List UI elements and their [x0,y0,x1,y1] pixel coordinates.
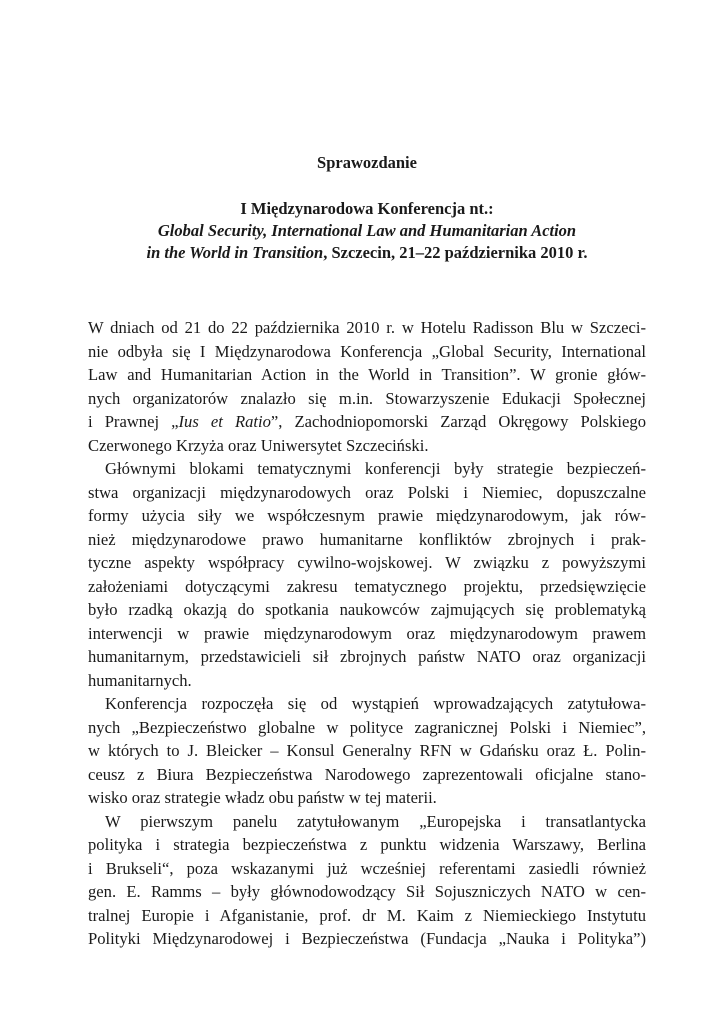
report-label: Sprawozdanie [317,153,417,172]
paragraph-line: W dniach od 21 do 22 października 2010 r. w Hotelu Radisson Blu w Szczeci- [88,318,646,337]
paragraph-line: nych „Bezpieczeństwo globalne w polityce zagranicznej Polski i Niemiec”, [88,717,646,737]
paragraph-line: nie odbyła się I Międzynarodowa Konferencja „Global Security, International [88,341,646,361]
paragraph-line: formy użycia siły we współczesnym prawie międzynarodowym, jak rów- [88,506,646,525]
title-line-3 [88,242,646,264]
paragraph-line: było rzadką okazją do spotkania naukowców zajmujących się problematyką [88,600,646,619]
paragraph-line: i Brukseli“, poza wskazanymi już wcześniej referentami zasiedli również [88,858,646,878]
paragraph-line: Głównymi blokami tematycznymi konferencji były strategie bezpieczeń- [105,459,646,478]
paragraph-line: humanitarnych. [88,670,192,690]
line-segment: ”, Zachodniopomorski Zarząd Okręgowy Polskiego [270,412,646,431]
paragraph-line: nież międzynarodowe prawo humanitarne konfliktów zbrojnych i prak- [88,529,646,549]
title-line-1: I Międzynarodowa Konferencja nt.: [240,199,494,218]
paragraph-line: wisko oraz strategie władz obu państw w tej materii. [88,788,437,807]
paragraph-line: ceusz z Biura Bezpieczeństwa Narodowego zaprezentowali oficjalne stano- [88,764,646,784]
paragraph-line [88,410,646,434]
paragraph-line: założeniami dotyczącymi zakresu tematycznego projektu, przedsięwzięcie [88,576,646,596]
report-header [88,152,646,264]
title-line-2 [88,220,646,242]
paragraph-line: nych organizatorów znalazło się m.in. Stowarzyszenie Edukacji Społecznej [88,388,646,408]
paragraph-line: tyczne aspekty współpracy cywilno-wojskowej. W związku z powyższymi [88,553,646,572]
title-line-3-rest: , Szczecin, 21–22 października 2010 r. [323,243,588,262]
title-line-2-italic: Global Security, International Law and Humanitarian Action [157,221,577,240]
paragraph-line: W pierwszym panelu zatytułowanym „Europejska i transatlantycka [105,811,646,831]
paragraph-line: w których to J. Bleicker – Konsul Generalny RFN w Gdańsku oraz Ł. Polin- [88,741,646,760]
paragraph-line: gen. E. Ramms – były głównodowodzący Sił Sojuszniczych NATO w cen- [88,882,646,901]
paragraph-line: interwencji w prawie międzynarodowym oraz międzynarodowym prawem [88,623,646,643]
paragraph-line: Konferencja rozpoczęła się od wystąpień wprowadzających zatytułowa- [105,694,646,713]
association-name-italic: Ius et Ratio [178,412,271,431]
line-segment: i Prawnej „ [88,412,179,431]
paragraph-line: humanitarnym, przedstawicieli sił zbrojnych państw NATO oraz organizacji [88,647,646,666]
paragraph-line: tralnej Europie i Afganistanie, prof. dr M. Kaim z Niemieckiego Instytutu [88,905,646,925]
paragraph-line: polityka i strategia bezpieczeństwa z punktu widzenia Warszawy, Berlina [88,835,646,854]
title-line-3-italic: in the World in Transition [146,243,324,262]
paragraph-line: Law and Humanitarian Action in the World in Transition”. W gronie głów- [88,365,646,384]
paragraph-line: Polityki Międzynarodowej i Bezpieczeństwa (Fundacja „Nauka i Polityka”) [88,929,646,948]
paragraph-line: Czerwonego Krzyża oraz Uniwersytet Szczeciński. [88,435,429,455]
paragraph-4 [88,810,646,951]
paragraph-2 [88,457,646,692]
conference-title [88,198,646,264]
paragraph-line: stwa organizacji międzynarodowych oraz Polski i Niemiec, dopuszczalne [88,482,646,502]
paragraph-1 [88,316,646,457]
report-body [88,316,646,951]
paragraph-3 [88,692,646,810]
